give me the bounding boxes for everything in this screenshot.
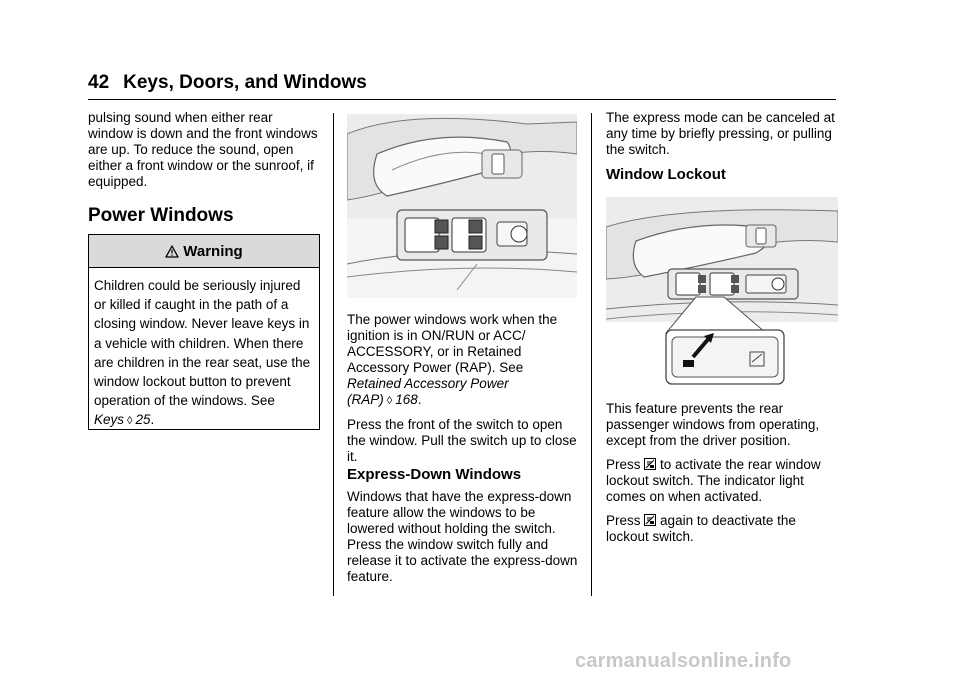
page-header	[88, 72, 367, 94]
subheading-express-down: Express-Down Windows	[347, 466, 522, 483]
column-divider-2	[591, 113, 592, 596]
column-divider-1	[333, 113, 334, 596]
lockout-description: This feature prevents the rear passenger windows from operating, except from the driver position.	[606, 401, 820, 448]
warning-box	[88, 234, 320, 430]
warning-triangle-icon	[165, 245, 179, 258]
window-lockout-illustration	[606, 197, 838, 389]
header-rule	[88, 99, 836, 100]
intro-paragraph: pulsing sound when either rear window is down and the front windows are up. To reduce the sound, open either a front window or the sunroof, if equipped.	[88, 110, 318, 189]
subheading-window-lockout: Window Lockout	[606, 166, 726, 183]
watermark: carmanualsonline.info	[575, 650, 792, 672]
section-heading-power-windows: Power Windows	[88, 205, 234, 226]
warning-end: .	[150, 412, 155, 428]
rap-xref[interactable]: Retained Accessory Power (RAP)	[347, 376, 509, 407]
rap-xref-page[interactable]: 168	[395, 392, 418, 407]
column-1	[88, 110, 320, 198]
warning-header	[89, 235, 319, 268]
page-number: 42	[88, 72, 110, 93]
warning-xref-page[interactable]: 25	[135, 412, 151, 428]
warning-text: Children could be seriously injured or killed if caught in the path of a closing window. Never leave keys in a vehicle with children. When there are children in the rear seat, use the window lockout button to prevent operation of the windows. See	[94, 278, 311, 409]
column-2-text	[347, 312, 579, 473]
xref-symbol: ◊	[386, 395, 393, 407]
switch-paragraph: Press the front of the switch to open the window. Pull the switch up to close it.	[347, 417, 577, 464]
warning-body	[89, 268, 319, 432]
page-title: Keys, Doors, and Windows	[123, 72, 367, 93]
power-window-switch-illustration	[347, 114, 577, 298]
window-lockout-icon	[644, 514, 656, 526]
warning-title: Warning	[183, 242, 243, 260]
lockout-activate-paragraph: Press to activate the rear window lockout switch. The indicator light comes on when activated.	[606, 457, 821, 504]
warning-xref[interactable]: Keys	[94, 412, 125, 428]
window-lockout-icon	[644, 458, 656, 470]
column-2-express	[347, 489, 579, 593]
column-3-top	[606, 110, 838, 166]
xref-symbol: ◊	[127, 415, 133, 428]
column-3-text	[606, 401, 838, 553]
ignition-paragraph: The power windows work when the ignition is in ON/RUN or ACC/ ACCESSORY, or in Retained Accessory Power (RAP). See Retained Accessory Power (RAP) ◊ 168.	[347, 312, 558, 407]
lockout-deactivate-paragraph: Press again to deactivate the lockout switch.	[606, 513, 796, 544]
express-cancel-paragraph: The express mode can be canceled at any time by briefly pressing, or pulling the switch.	[606, 110, 835, 157]
express-down-paragraph: Windows that have the express-down feature allow the windows to be lowered without holding the switch. Press the window switch fully and release it to activate the express-down feature.	[347, 489, 578, 584]
